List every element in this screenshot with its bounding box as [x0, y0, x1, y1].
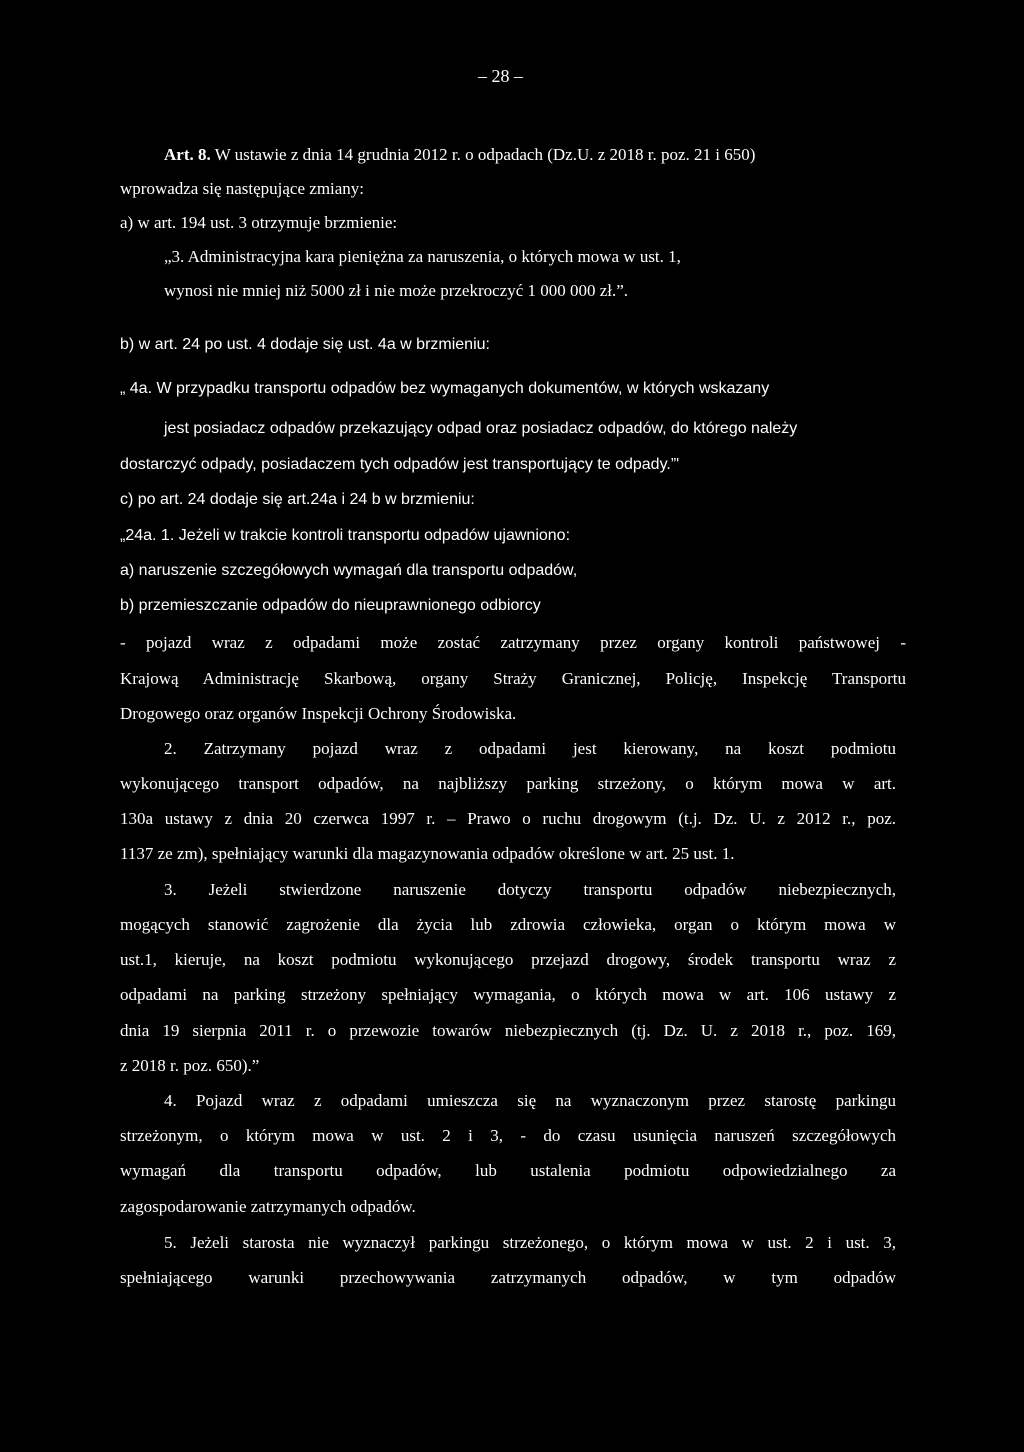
p2-line-4: 1137 ze zm), spełniający warunki dla magazynowania odpadów określone w art. 25 ust. 1.: [120, 844, 735, 863]
p3-line-3: ust.1, kieruje, na koszt podmiotu wykonującego przejazd drogowy, środek transportu wraz z: [120, 950, 896, 969]
p1-line-3: Drogowego oraz organów Inspekcji Ochrony Środowiska.: [120, 704, 517, 723]
art24a-item-a: a) naruszenie szczegółowych wymagań dla transportu odpadów,: [120, 562, 578, 579]
art8-title-text: W ustawie z dnia 14 grudnia 2012 r. o odpadach (Dz.U. z 2018 r. poz. 21 i 650): [214, 145, 756, 164]
p2-line-2: wykonującego transport odpadów, na najbliższy parking strzeżony, o którym mowa w art.: [120, 774, 896, 793]
quote4a-line-3: dostarczyć odpady, posiadaczem tych odpadów jest transportujący te odpady.”': [120, 456, 680, 473]
p5-line-2: spełniającego warunki przechowywania zatrzymanych odpadów, w tym odpadów: [120, 1268, 896, 1287]
p1-line-1: - pojazd wraz z odpadami może zostać zatrzymany przez organy kontroli państwowej -: [120, 633, 906, 652]
p3-line-2: mogących stanowić zagrożenie dla życia lub zdrowia człowieka, organ o którym mowa w: [120, 915, 896, 934]
p2-line-3: 130a ustawy z dnia 20 czerwca 1997 r. – Prawo o ruchu drogowym (t.j. Dz. U. z 2012 r., poz.: [120, 809, 896, 828]
p4-line-4: zagospodarowanie zatrzymanych odpadów.: [120, 1197, 416, 1216]
p3-line-6: z 2018 r. poz. 650).”: [120, 1056, 260, 1075]
p4-line-2: strzeżonym, o którym mowa w ust. 2 i 3, - do czasu usunięcia naruszeń szczegółowych: [120, 1126, 896, 1145]
item-c: c) po art. 24 dodaje się art.24a i 24 b w brzmieniu:: [120, 491, 475, 508]
page-number: – 28 –: [478, 66, 523, 86]
p2-line-1: 2. Zatrzymany pojazd wraz z odpadami jest kierowany, na koszt podmiotu: [164, 739, 896, 758]
p3-line-4: odpadami na parking strzeżony spełniający wymagania, o których mowa w art. 106 ustawy z: [120, 985, 896, 1004]
item-a: a) w art. 194 ust. 3 otrzymuje brzmienie:: [120, 213, 398, 232]
p5-line-1: 5. Jeżeli starosta nie wyznaczył parkingu strzeżonego, o którym mowa w ust. 2 i ust. 3,: [164, 1233, 896, 1252]
quote4a-line-1: „ 4a. W przypadku transportu odpadów bez wymaganych dokumentów, w których wskazany: [120, 380, 770, 397]
art24a-para-1: „24a. 1. Jeżeli w trakcie kontroli transportu odpadów ujawniono:: [120, 527, 571, 544]
p3-line-1: 3. Jeżeli stwierdzone naruszenie dotyczy transportu odpadów niebezpiecznych,: [164, 880, 896, 899]
art8-label: Art. 8.: [164, 145, 211, 164]
quote3-line-1: „3. Administracyjna kara pieniężna za naruszenia, o których mowa w ust. 1,: [164, 247, 681, 266]
p1-line-2: Krajową Administrację Skarbową, organy Straży Granicznej, Policję, Inspekcję Transportu: [120, 669, 906, 688]
p4-line-3: wymagań dla transportu odpadów, lub ustalenia podmiotu odpowiedzialnego za: [120, 1161, 896, 1180]
art8-title: [164, 144, 755, 166]
quote4a-line-2: jest posiadacz odpadów przekazujący odpad oraz posiadacz odpadów, do którego należy: [164, 420, 798, 437]
p4-line-1: 4. Pojazd wraz z odpadami umieszcza się na wyznaczonym przez starostę parkingu: [164, 1091, 896, 1110]
quote3-line-2: wynosi nie mniej niż 5000 zł i nie może przekroczyć 1 000 000 zł.”.: [164, 281, 629, 300]
item-b: b) w art. 24 po ust. 4 dodaje się ust. 4a w brzmieniu:: [120, 336, 490, 353]
art8-intro: wprowadza się następujące zmiany:: [120, 179, 365, 198]
art24a-item-b: b) przemieszczanie odpadów do nieuprawnionego odbiorcy: [120, 597, 541, 614]
p3-line-5: dnia 19 sierpnia 2011 r. o przewozie towarów niebezpiecznych (tj. Dz. U. z 2018 r., poz. 169,: [120, 1021, 896, 1040]
